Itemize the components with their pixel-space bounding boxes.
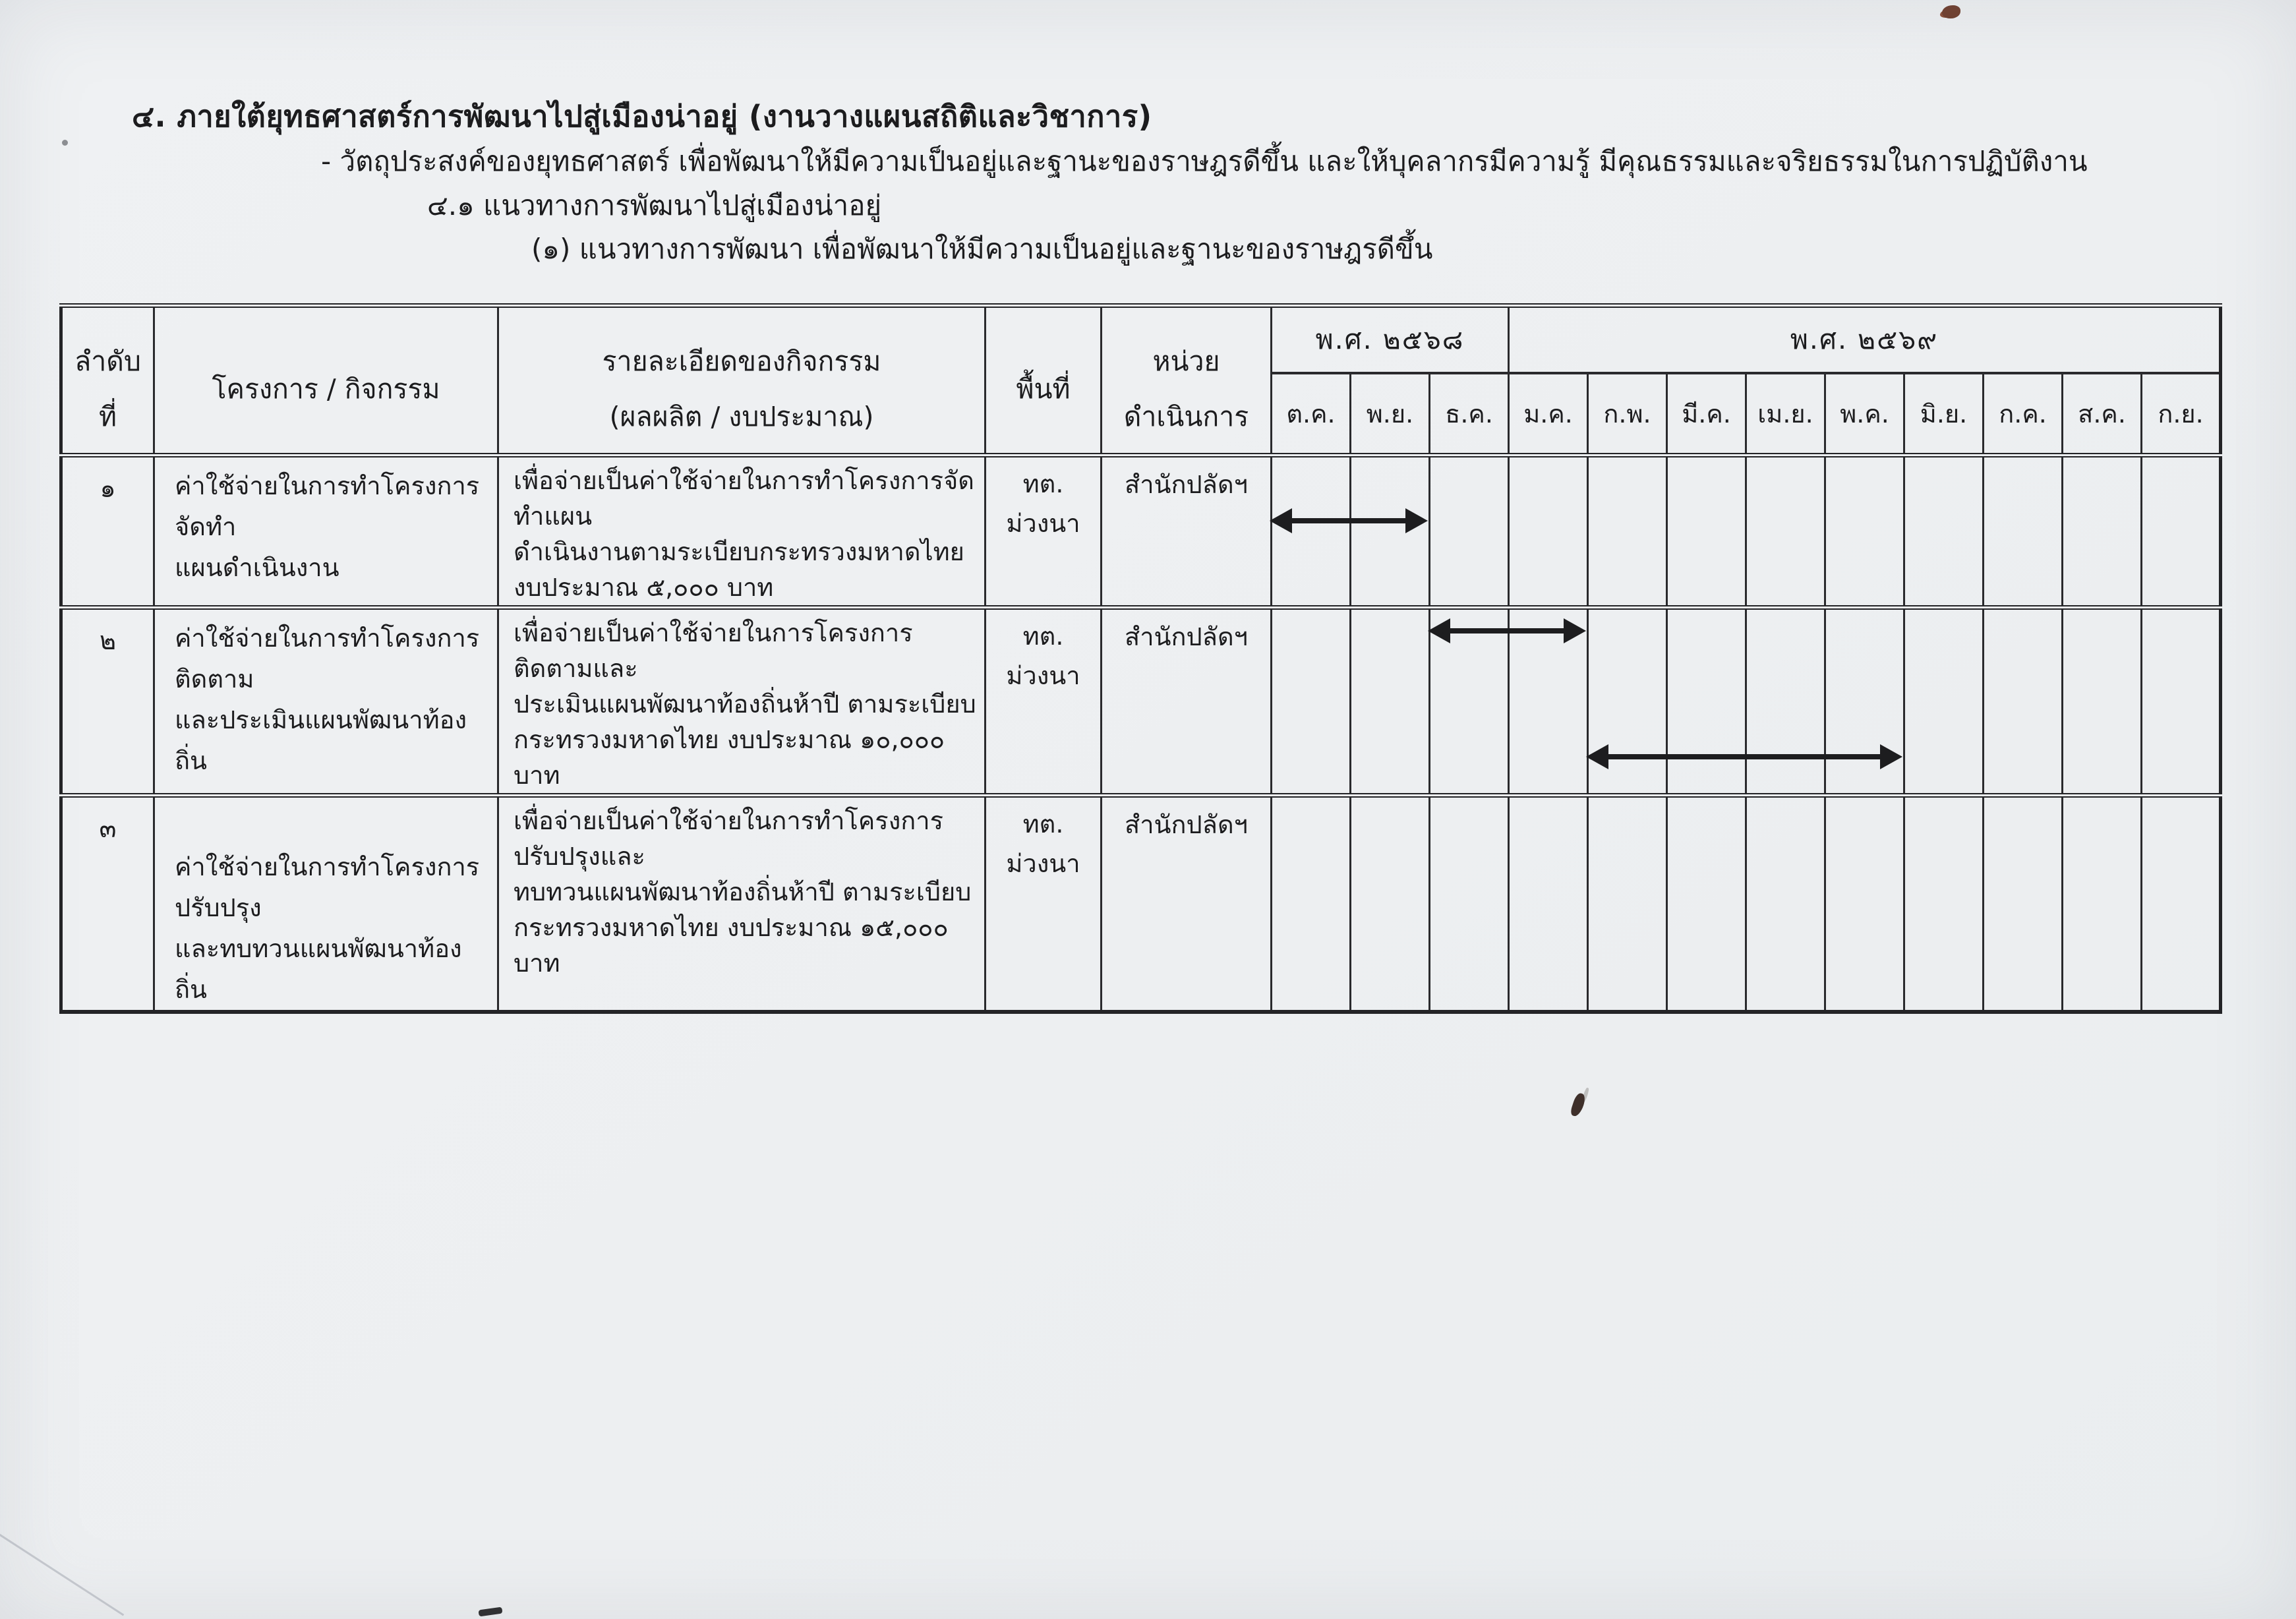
text-line: ม่วงนา [1006, 661, 1080, 690]
project-lines [175, 806, 488, 1010]
text-line: เพื่อจ่ายเป็นค่าใช้จ่ายในการทำโครงการจัดทำแผน [514, 466, 974, 531]
text-line: ทต. [1022, 810, 1064, 839]
text-line: แผนดำเนินงาน [175, 553, 339, 582]
gantt-cell [1588, 456, 1667, 608]
arrow-shaft [1601, 754, 1888, 759]
paper-crease [0, 1532, 124, 1616]
sub-approach-heading: (๑) แนวทางการพัฒนา เพื่อพัฒนาให้มีความเป็นอยู่และฐานะของราษฎรดีขึ้น [531, 233, 1433, 265]
cell-area [986, 456, 1102, 608]
cell-detail [498, 456, 986, 608]
gantt-cell [1667, 456, 1746, 608]
header-detail-line2: (ผลผลิต / งบประมาณ) [609, 401, 874, 432]
header-unit [1102, 306, 1272, 456]
arrowhead-right-icon [1880, 744, 1902, 769]
arrowhead-right-icon [1564, 618, 1586, 643]
text-line: ค่าใช้จ่ายในการทำโครงการปรับปรุง [175, 852, 480, 922]
month-header-dec: ธ.ค. [1430, 373, 1509, 456]
gantt-cell [1904, 608, 1984, 796]
header-project: โครงการ / กิจกรรม [154, 306, 498, 456]
header-unit-line2: ดำเนินการ [1123, 401, 1249, 432]
gantt-cell [1588, 796, 1667, 1013]
gantt-cell [2063, 608, 2142, 796]
header-no-line2: ที่ [98, 401, 117, 432]
scan-speck [1570, 1092, 1587, 1117]
strategy-heading: ๔. ภายใต้ยุทธศาสตร์การพัฒนาไปสู่เมืองน่าอยู่ (งานวางแผนสถิติและวิชาการ) [132, 99, 1152, 134]
gantt-cell [1430, 456, 1509, 608]
month-header-mar: มี.ค. [1667, 373, 1746, 456]
approach-heading: ๔.๑ แนวทางการพัฒนาไปสู่เมืองน่าอยู่ [427, 189, 882, 221]
year-header-row [61, 306, 2221, 373]
month-header-jul: ก.ค. [1984, 373, 2063, 456]
cell-area [986, 608, 1102, 796]
text-line: เพื่อจ่ายเป็นค่าใช้จ่ายในการโครงการติดตามและ [514, 618, 913, 683]
gantt-cell [2063, 796, 2142, 1013]
gantt-arrow-row1 [1270, 508, 1428, 533]
plan-table-wrap [59, 303, 2219, 1004]
month-header-jun: มิ.ย. [1904, 373, 1984, 456]
gantt-cell [1272, 608, 1351, 796]
text-line: ค่าใช้จ่ายในการทำโครงการจัดทำ [175, 471, 480, 541]
gantt-cell [2063, 456, 2142, 608]
scan-mark [478, 1607, 502, 1617]
cell-unit: สำนักปลัดฯ [1102, 608, 1272, 796]
gantt-cell [1825, 796, 1904, 1013]
month-header-nov: พ.ย. [1351, 373, 1430, 456]
cell-project [154, 796, 498, 1013]
cell-detail [498, 608, 986, 796]
gantt-cell [1984, 456, 2063, 608]
text-line: ดำเนินงานตามระเบียบกระทรวงมหาดไทย [514, 537, 964, 566]
arrowhead-right-icon [1405, 508, 1428, 533]
gantt-cell [1667, 796, 1746, 1013]
header-no-line1: ลำดับ [74, 345, 141, 377]
cell-unit: สำนักปลัดฯ [1102, 796, 1272, 1013]
gantt-cell [1746, 796, 1825, 1013]
text-line: ทบทวนแผนพัฒนาท้องถิ่นห้าปี ตามระเบียบ [514, 877, 972, 906]
text-line: ทต. [1022, 622, 1064, 651]
gantt-cell [1904, 456, 1984, 608]
cell-unit: สำนักปลัดฯ [1102, 456, 1272, 608]
month-header-sep: ก.ย. [2142, 373, 2221, 456]
gantt-cell [1351, 796, 1430, 1013]
header-unit-line1: หน่วย [1152, 345, 1220, 377]
month-header-feb: ก.พ. [1588, 373, 1667, 456]
cell-project [154, 608, 498, 796]
month-header-oct: ต.ค. [1272, 373, 1351, 456]
scan-speck [62, 140, 68, 146]
year-2568-header: พ.ศ. ๒๕๖๘ [1272, 306, 1509, 373]
gantt-cell [1272, 796, 1351, 1013]
objective-line: - วัตถุประสงค์ของยุทธศาสตร์ เพื่อพัฒนาให้มีความเป็นอยู่และฐานะของราษฎรดีขึ้น และให้บุคลากรมีความรู้ มีคุณธรรมและจริยธรรมในการปฏิบัติงาน [321, 145, 2088, 177]
text-line: ประเมินแผนพัฒนาท้องถิ่นห้าปี ตามระเบียบ [514, 690, 976, 719]
month-header-apr: เม.ย. [1746, 373, 1825, 456]
cell-project [154, 456, 498, 608]
cell-no: ๓ [61, 796, 154, 1013]
cell-no: ๑ [61, 456, 154, 608]
gantt-cell [1430, 796, 1509, 1013]
text-line: และทบทวนแผนพัฒนาท้องถิ่น [175, 934, 462, 1004]
text-line: ค่าใช้จ่ายในการทำโครงการติดตาม [175, 624, 480, 693]
month-header-may: พ.ค. [1825, 373, 1904, 456]
cell-area [986, 796, 1102, 1013]
text-line: ทต. [1022, 469, 1064, 498]
header-no [61, 306, 154, 456]
text-line: ม่วงนา [1006, 509, 1080, 538]
text-line: งบประมาณ ๕,๐๐๐ บาท [514, 573, 774, 602]
table-row [61, 456, 2221, 608]
gantt-cell [1351, 608, 1430, 796]
gantt-cell [1509, 796, 1588, 1013]
text-line: และประเมินแผนพัฒนาท้องถิ่น [175, 705, 467, 775]
gantt-cell [1509, 456, 1588, 608]
scan-speck [1942, 5, 1960, 18]
table-row [61, 796, 2221, 1013]
arrow-shaft [1442, 628, 1572, 633]
gantt-cell [2142, 796, 2221, 1013]
header-detail [498, 306, 986, 456]
gantt-cell [1984, 796, 2063, 1013]
header-detail-line1: รายละเอียดของกิจกรรม [602, 345, 881, 377]
header-area: พื้นที่ [986, 306, 1102, 456]
gantt-cell [1825, 456, 1904, 608]
gantt-cell [2142, 456, 2221, 608]
cell-no: ๒ [61, 608, 154, 796]
month-header-jan: ม.ค. [1509, 373, 1588, 456]
cell-detail [498, 796, 986, 1013]
text-line: เพื่อจ่ายเป็นค่าใช้จ่ายในการทำโครงการปรับปรุงและ [514, 806, 944, 871]
gantt-cell [1904, 796, 1984, 1013]
year-2569-header: พ.ศ. ๒๕๖๙ [1509, 306, 2221, 373]
arrow-shaft [1284, 518, 1413, 523]
text-line: ม่วงนา [1006, 849, 1080, 878]
plan-table [59, 303, 2222, 1014]
gantt-arrow-row3 [1586, 744, 1902, 769]
gantt-cell [2142, 608, 2221, 796]
gantt-cell [1746, 456, 1825, 608]
gantt-cell [1984, 608, 2063, 796]
gantt-arrow-row2 [1428, 618, 1586, 643]
text-line: กระทรวงมหาดไทย งบประมาณ ๑๐,๐๐๐ บาท [514, 725, 945, 790]
month-header-aug: ส.ค. [2063, 373, 2142, 456]
text-line: กระทรวงมหาดไทย งบประมาณ ๑๕,๐๐๐ บาท [514, 913, 949, 978]
